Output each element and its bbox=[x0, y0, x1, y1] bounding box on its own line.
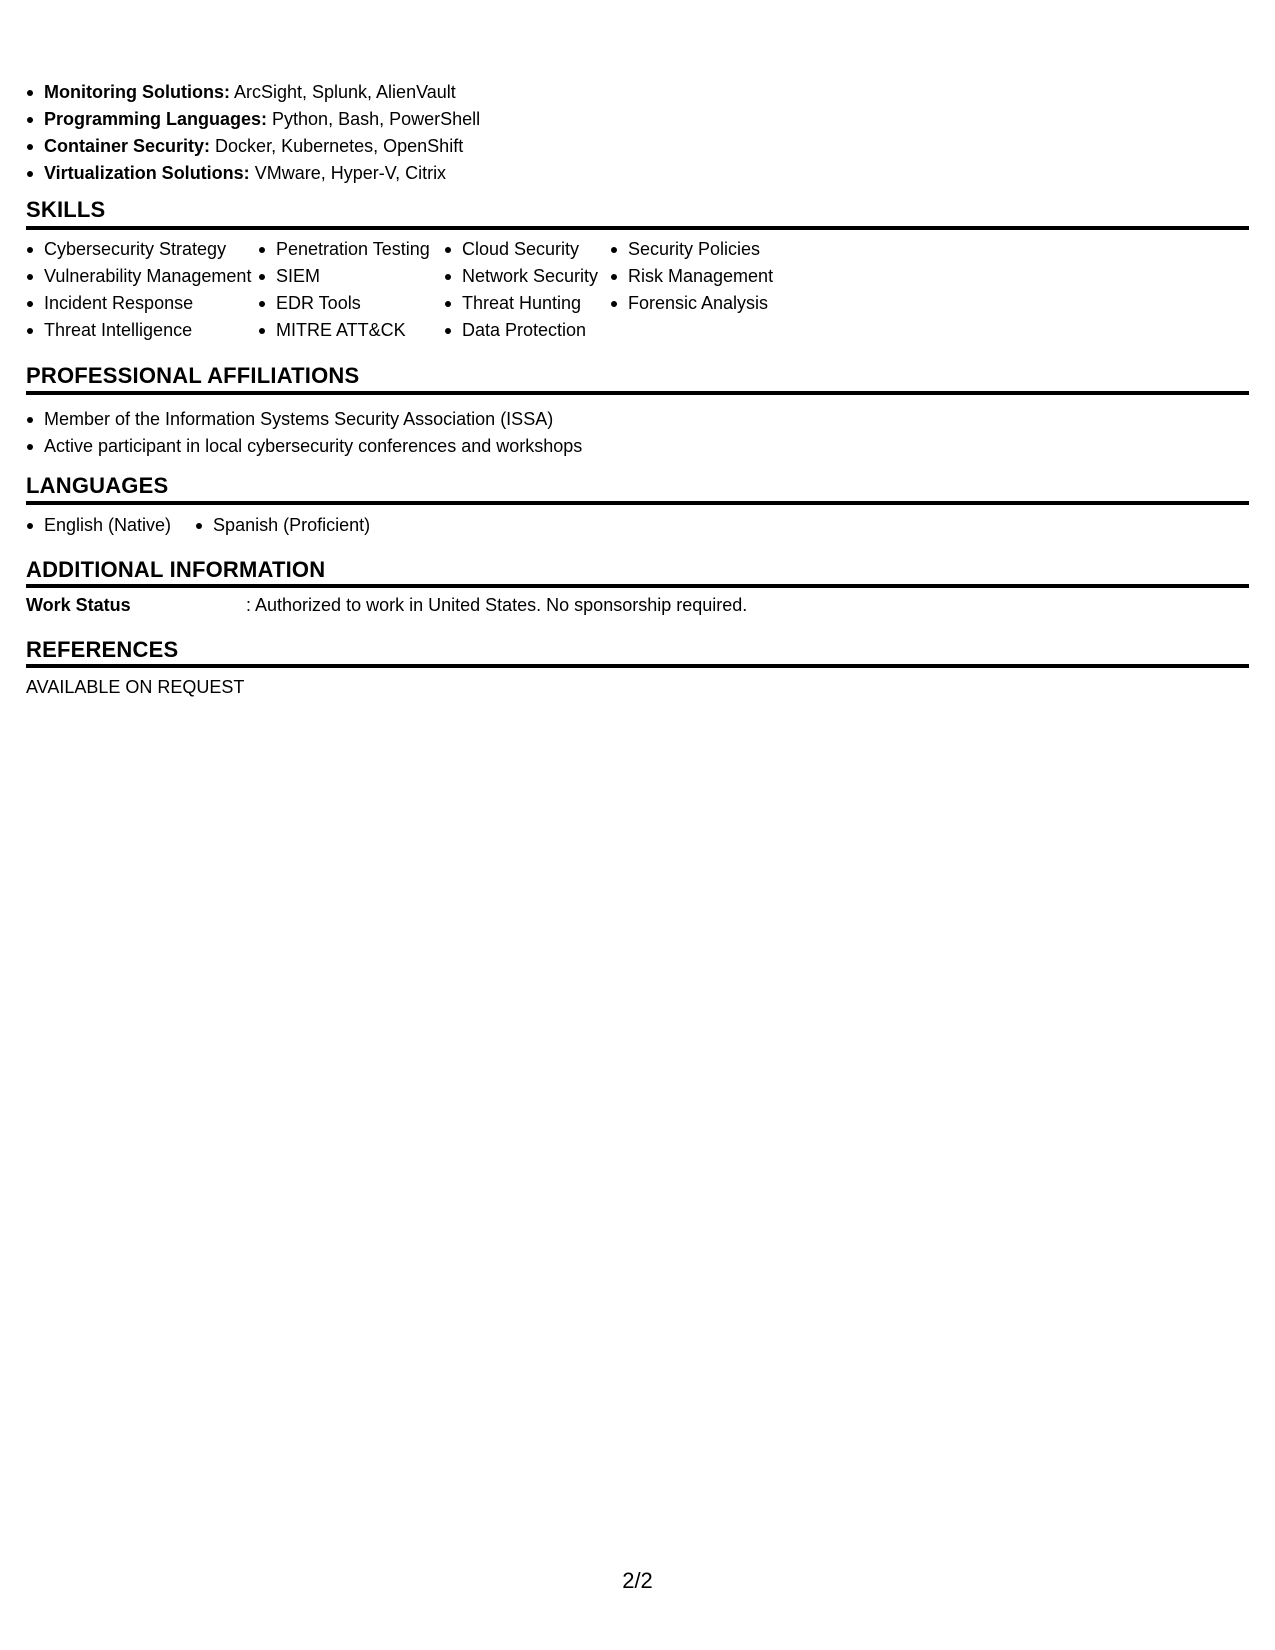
list-item bbox=[26, 79, 480, 106]
list-item: Spanish (Proficient) bbox=[195, 512, 370, 539]
list-item bbox=[26, 133, 480, 160]
affiliations-heading: PROFESSIONAL AFFILIATIONS bbox=[26, 363, 360, 388]
additional-info-divider bbox=[26, 584, 1249, 588]
tool-category-label: Programming Languages: bbox=[44, 109, 268, 129]
tool-category-label: Virtualization Solutions: bbox=[44, 163, 250, 183]
references-divider bbox=[26, 664, 1249, 668]
skills-heading: SKILLS bbox=[26, 197, 106, 222]
references-heading: REFERENCES bbox=[26, 637, 179, 662]
list-item: SIEM bbox=[258, 263, 444, 290]
list-item: Risk Management bbox=[610, 263, 810, 290]
page-number: 2/2 bbox=[622, 1568, 653, 1593]
references-text: AVAILABLE ON REQUEST bbox=[26, 677, 245, 697]
list-item: Threat Hunting bbox=[444, 290, 610, 317]
work-status-label: Work Status bbox=[26, 595, 131, 615]
skills-column bbox=[258, 236, 444, 344]
list-item: Forensic Analysis bbox=[610, 290, 810, 317]
tool-category-label: Container Security: bbox=[44, 136, 211, 156]
affiliations-list bbox=[26, 406, 582, 460]
affiliations-divider bbox=[26, 391, 1249, 395]
languages-list bbox=[26, 512, 394, 539]
list-item: Active participant in local cybersecurity conferences and workshops bbox=[26, 433, 582, 460]
skills-divider bbox=[26, 226, 1249, 230]
list-item: Network Security bbox=[444, 263, 610, 290]
skills-column bbox=[26, 236, 258, 344]
list-item: MITRE ATT&CK bbox=[258, 317, 444, 344]
list-item: EDR Tools bbox=[258, 290, 444, 317]
languages-divider bbox=[26, 501, 1249, 505]
list-item: Threat Intelligence bbox=[26, 317, 258, 344]
list-item: Cloud Security bbox=[444, 236, 610, 263]
tool-category-label: Monitoring Solutions: bbox=[44, 82, 230, 102]
work-status-value: : Authorized to work in United States. No sponsorship required. bbox=[246, 595, 748, 615]
tool-category-value: VMware, Hyper-V, Citrix bbox=[249, 163, 447, 183]
list-item: English (Native) bbox=[26, 512, 171, 539]
list-item: Penetration Testing bbox=[258, 236, 444, 263]
skills-column bbox=[610, 236, 810, 344]
tool-category-value: ArcSight, Splunk, AlienVault bbox=[229, 82, 456, 102]
skills-grid bbox=[26, 236, 810, 344]
skills-column bbox=[444, 236, 610, 344]
technical-tools-list bbox=[26, 79, 480, 187]
list-item: Vulnerability Management bbox=[26, 263, 258, 290]
tool-category-value: Python, Bash, PowerShell bbox=[267, 109, 481, 129]
list-item: Security Policies bbox=[610, 236, 810, 263]
languages-heading: LANGUAGES bbox=[26, 473, 169, 498]
list-item bbox=[26, 106, 480, 133]
list-item: Incident Response bbox=[26, 290, 258, 317]
list-item: Member of the Information Systems Security Association (ISSA) bbox=[26, 406, 582, 433]
tool-category-value: Docker, Kubernetes, OpenShift bbox=[210, 136, 464, 156]
list-item bbox=[26, 160, 480, 187]
work-status-row bbox=[26, 592, 747, 619]
list-item: Data Protection bbox=[444, 317, 610, 344]
list-item: Cybersecurity Strategy bbox=[26, 236, 258, 263]
additional-info-heading: ADDITIONAL INFORMATION bbox=[26, 557, 326, 582]
